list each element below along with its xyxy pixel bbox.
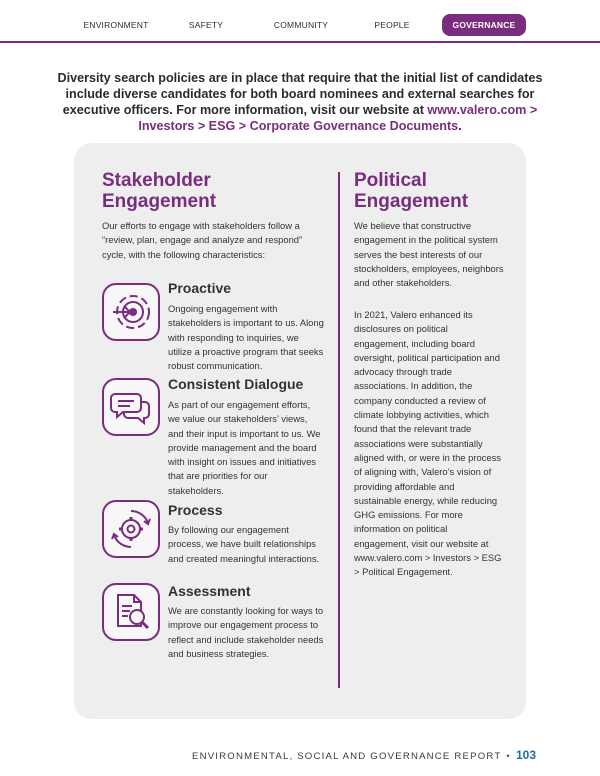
political-heading-line1: Political [354,170,427,191]
nav-tab-governance[interactable]: GOVERNANCE [442,14,526,36]
proactive-title: Proactive [168,280,232,296]
intro-period: . [458,119,462,133]
political-engagement-heading [354,170,468,212]
top-navigation [0,0,600,44]
intro-paragraph [50,70,550,134]
nav-tab-safety[interactable]: SAFETY [188,20,224,30]
dialogue-title: Consistent Dialogue [168,376,304,392]
nav-tab-community[interactable]: COMMUNITY [273,20,329,30]
stakeholder-heading-line1: Stakeholder [102,170,211,191]
proactive-icon-box [102,283,160,341]
assessment-text: We are constantly looking for ways to improve our engagement process to reflect and include stakeholder needs and business strategies. [168,605,324,659]
footer-separator: • [506,751,511,762]
stakeholder-heading-line2: Engagement [102,191,217,212]
gear-cycle-icon [104,502,158,556]
political-paragraph-2: In 2021, Valero enhanced its disclosures on political engagement, including board oversight, political participation and advocacy through trade associations. In addition, the company conducted a review of climate lobbying activities, which found that the relevant trade associations were substantially aligned with, or were in the process of aligning with, Valero’s vision of providing affordable and sustainable energy, while reducing GHG emissions. For more information on political engagement, visit our website at www.valero.com > Investors > ESG > Political Engagement. [354,309,502,578]
political-heading-line2: Engagement [354,191,469,212]
nav-underline [0,41,600,43]
dialogue-icon-box [102,378,160,436]
process-text: By following our engagement process, we have built relationships and created meaningful interactions. [168,524,320,564]
chat-bubbles-icon [104,380,158,434]
page-footer [192,748,536,762]
stakeholder-intro: Our efforts to engage with stakeholders follow a “review, plan, engage and analyze and respond” cycle, with the following characteristics: [102,220,303,260]
report-title: ENVIRONMENTAL, SOCIAL AND GOVERNANCE REPORT [191,751,502,762]
assessment-title: Assessment [168,583,251,599]
column-divider [338,172,340,688]
dialogue-text: As part of our engagement efforts, we value our stakeholders’ views, and their input is important to us. We provide management and the board with insight on issues and initiatives that are priorities for our stakeholders. [168,399,321,496]
process-title: Process [168,502,223,518]
nav-tab-people[interactable]: PEOPLE [374,20,410,30]
document-magnifier-icon [104,585,158,639]
assessment-icon-box [102,583,160,641]
intro-text: Diversity search policies are in place that require that the initial list of candidates include diverse candidates for both board nominees and external searches for executive officers. For more information, visit our website at [57,71,543,117]
nav-tab-environment[interactable]: ENVIRONMENT [83,20,149,30]
proactive-text: Ongoing engagement with stakeholders is important to us. Along with responding to inquiries, we utilize a proactive program that seeks robust communication. [168,303,324,372]
target-arrow-icon [104,285,158,339]
intro-governance-link[interactable]: www.valero.com > Investors > ESG > Corporate Governance Documents [138,103,538,133]
page-number: 103 [515,748,536,762]
process-icon-box [102,500,160,558]
stakeholder-engagement-heading [102,170,216,212]
political-paragraph-1: We believe that constructive engagement in the political system serves the best interests of our stockholders, employees, neighbors and other stakeholders. [354,220,504,289]
